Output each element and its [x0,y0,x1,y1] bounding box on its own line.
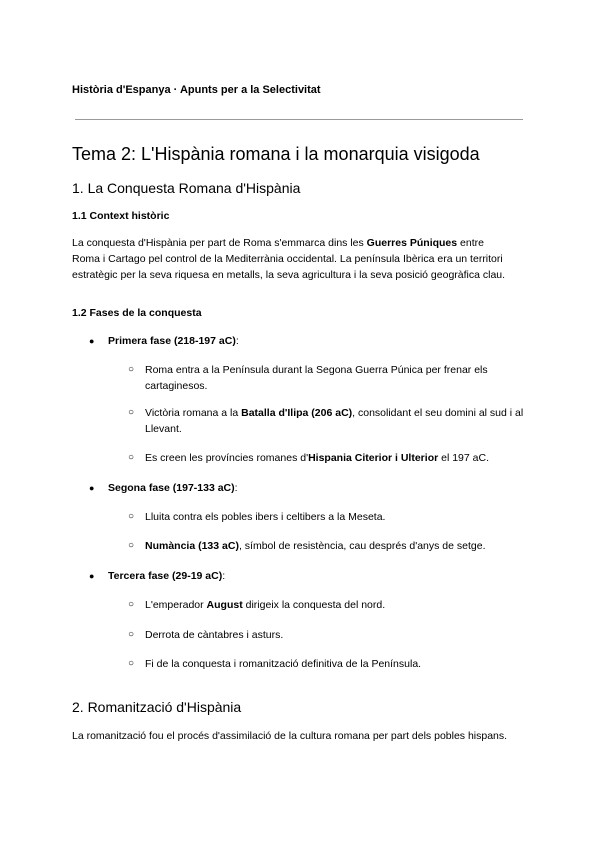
hollow-bullet-icon: ○ [128,629,135,640]
hollow-bullet-icon: ○ [128,511,135,522]
phase-3-label: Tercera fase (29-19 aC) [108,570,223,582]
hollow-bullet-icon: ○ [128,452,135,463]
hollow-bullet-icon: ○ [128,364,135,375]
horizontal-divider [75,119,523,120]
phase-1-label: Primera fase (218-197 aC) [108,335,236,347]
hollow-bullet-icon: ○ [128,599,135,610]
filled-bullet-icon: ● [89,571,95,581]
filled-bullet-icon: ● [89,483,95,493]
hollow-bullet-icon: ○ [128,540,135,551]
page-title: Tema 2: L'Hispània romana i la monarquia visigoda [72,144,480,164]
hollow-bullet-icon: ○ [128,658,135,669]
document-page: Història d'Espanya · Apunts per a la Selectivitat Tema 2: L'Hispània romana i la monarquia visigoda 1. La Conquesta Romana d'Hispània 1.1 Context històric La conquesta d'Hispània per part de Roma s'emmarca dins les Guerres Púniques entre Roma i Cartago pel control de la Mediterrània occidental. La península Ibèrica era un territori estratègic per la seva riquesa en metalls, la seva agricultura i la seva posició geogràfica clau. 1.2 Fases de la conquesta ● Primera fase (218-197 aC): ○ Roma entra a la Península durant la Segona Guerra Púnica per frenar els cartaginesos. ○ Victòria romana a la Batalla d'Ilipa (206 aC), consolidant el seu domini al sud i al Llevant. ○ Es creen les províncies romanes d'Hispania Citerior i Ulterior el 197 aC. ● Segona fase (197-133 aC): ○ Lluita contra els pobles ibers i celtibers a la Meseta. ○ Numància (133 aC), símbol de resistència, cau després d'anys de setge. ● Tercera fase (29-19 aC): ○ L'emperador August dirigeix la conquesta del nord. ○ Derrota de càntabres i asturs. ○ Fi de la conquesta i romanització definitiva de la Península. 2. Romanització d'Hispània La romanització fou el procés d'assimilació de la cultura romana per part dels pobles hispans. [72,84,524,742]
subsection-1-1-heading: 1.1 Context històric [72,210,170,222]
context-paragraph: La conquesta d'Hispània per part de Roma s'emmarca dins les Guerres Púniques entre Roma i Cartago pel control de la Mediterrània occidental. La península Ibèrica era un territori estratègic per la seva riquesa en metalls, la seva agricultura i la seva posició geogràfica clau. [72,237,506,281]
hollow-bullet-icon: ○ [128,407,135,418]
section-2-heading: 2. Romanització d'Hispània [72,699,242,715]
document-header: Història d'Espanya · Apunts per a la Selectivitat [72,84,321,96]
romanization-paragraph: La romanització fou el procés d'assimilació de la cultura romana per part dels pobles hispans. [72,730,508,742]
phase-2-label: Segona fase (197-133 aC) [108,482,235,494]
section-1-heading: 1. La Conquesta Romana d'Hispània [72,180,301,196]
subsection-1-2-heading: 1.2 Fases de la conquesta [72,307,202,319]
guerres-puniques-bold: Guerres Púniques [366,237,458,249]
filled-bullet-icon: ● [89,336,95,346]
